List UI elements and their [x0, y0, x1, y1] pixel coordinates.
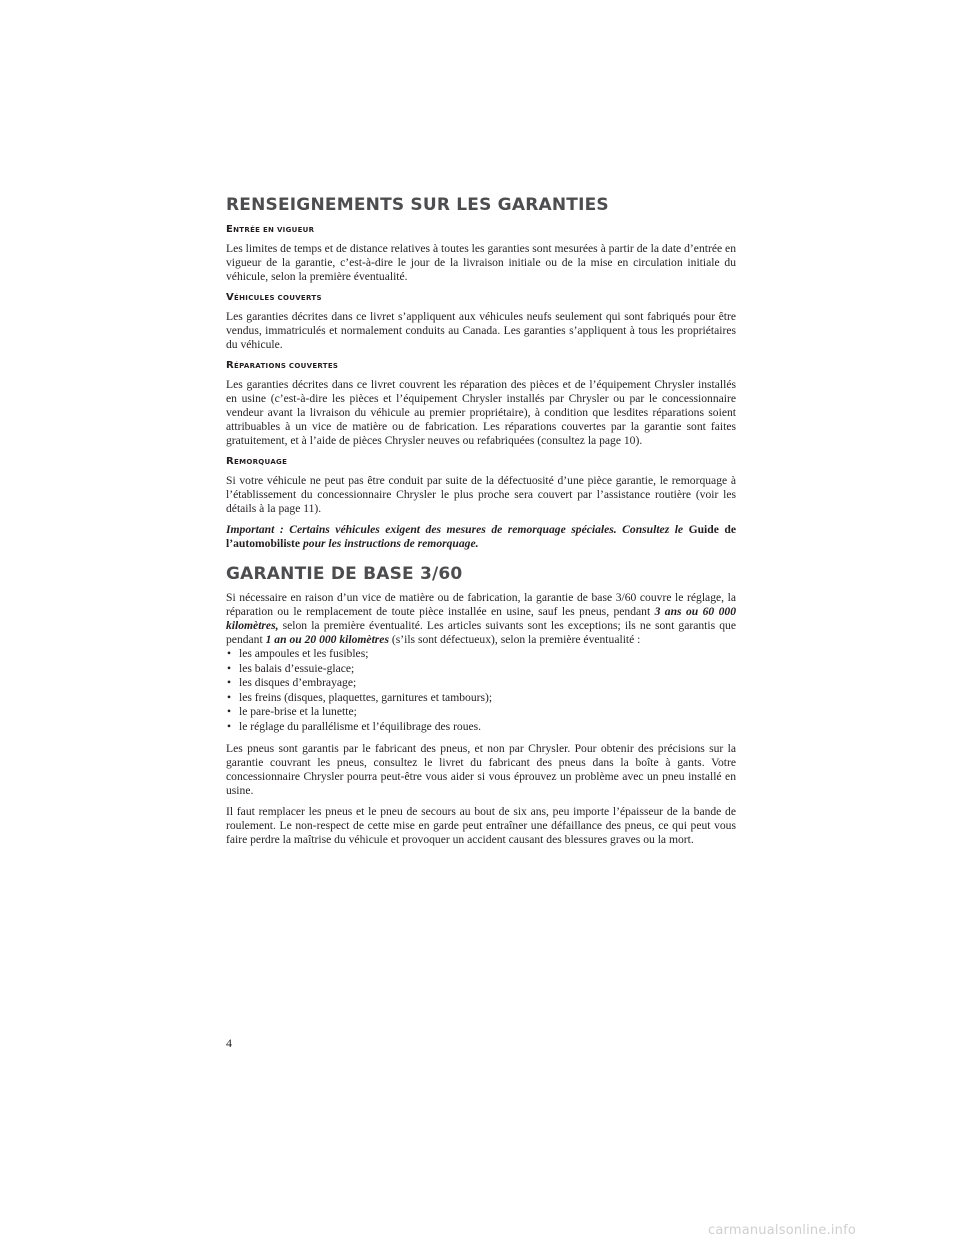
- paragraph-tires: Les pneus sont garantis par le fabricant des pneus, et non par Chrysler. Pour obtenir des précisions sur la garantie couvrant les pneus, consultez le livret du fabricant des pneus dans la boîte à gants. Votre concessionnaire Chrysler pourra peut-être vous aider si vous éprouvez un problème avec un pneu installé en usine.: [226, 741, 736, 797]
- list-item: • les disques d’embrayage;: [227, 676, 357, 690]
- list-item: • les balais d’essuie-glace;: [227, 661, 355, 675]
- page-number: 4: [226, 1036, 232, 1050]
- list-item: • les freins (disques, plaquettes, garnitures et tambours);: [227, 690, 493, 704]
- important-note: Important : Certains véhicules exigent des mesures de remorquage spéciales. Consultez le Guide de l’automobiliste pour les instructions de remorquage.: [226, 523, 736, 550]
- page-content: [226, 194, 736, 854]
- paragraph-entree: Les limites de temps et de distance relatives à toutes les garanties sont mesurées à partir de la date d’entrée en vigueur de la garantie, c’est-à-dire le jour de la livraison initiale ou de la mise en circulation initiale du véhicule, selon la première éventualité.: [226, 242, 736, 283]
- paragraph-vehicules: Les garanties décrites dans ce livret s’appliquent aux véhicules neufs seulement qui sont fabriqués pour être vendus, immatriculés et normalement conduits au Canada. Les garanties s’appliquent à tous les propriétaires du véhicule.: [226, 310, 736, 351]
- list-item: • le pare-brise et la lunette;: [227, 705, 357, 719]
- section-title-basic-warranty: GARANTIE DE BASE 3/60: [226, 564, 463, 584]
- list-item: • le réglage du parallélisme et l’équilibrage des roues.: [227, 719, 482, 733]
- paragraph-tire-replacement: Il faut remplacer les pneus et le pneu de secours au bout de six ans, peu importe l’épaisseur de la bande de roulement. Le non-respect de cette mise en garde peut entraîner une défaillance des pneus, ce qui peut vous faire perdre la maîtrise du véhicule et provoquer un accident causant des blessures graves ou la mort.: [226, 804, 736, 846]
- subsection-heading-vehicules: VÉHICULES COUVERTS: [226, 292, 322, 303]
- paragraph-reparations: Les garanties décrites dans ce livret couvrent les réparation des pièces et de l’équipement Chrysler installés en usine (c’est-à-dire les pièces et l’équipement Chrysler installés par Chrysler ou par le concessionnaire vendeur avant la livraison du véhicule au premier propriétaire), à condition que lesdites réparations soient attribuables à un vice de matière ou de fabrication. Les réparations couvertes par la garantie sont faites gratuitement, et à l’aide de pièces Chrysler neuves ou refabriquées (consultez la page 10).: [226, 378, 736, 447]
- subsection-heading-reparations: RÉPARATIONS COUVERTES: [226, 360, 339, 371]
- paragraph-basic-warranty-intro: Si nécessaire en raison d’un vice de matière ou de fabrication, la garantie de base 3/60 couvre le réglage, la réparation ou le remplacement de toute pièce installée en usine, sauf les pneus, pendant 3 ans ou 60 000 kilomètres, selon la première éventualité. Les articles suivants sont les exceptions; ils ne sont garantis que pendant 1 an ou 20 000 kilomètres (s’ils sont défectueux), selon la première éventualité :: [226, 591, 736, 646]
- exceptions-list: [226, 647, 736, 735]
- list-item: • les ampoules et les fusibles;: [227, 647, 369, 660]
- subsection-heading-entree: ENTRÉE EN VIGUEUR: [226, 224, 315, 235]
- subsection-heading-remorquage: REMORQUAGE: [226, 456, 288, 467]
- section-title-warranty-info: RENSEIGNEMENTS SUR LES GARANTIES: [226, 195, 609, 215]
- watermark: carmanualsonline.info: [708, 1223, 857, 1238]
- paragraph-remorquage: Si votre véhicule ne peut pas être conduit par suite de la défectuosité d’une pièce garantie, le remorquage à l’établissement du concessionnaire Chrysler le plus proche sera couvert par l’assistance routière (voir les détails à la page 11).: [226, 474, 736, 515]
